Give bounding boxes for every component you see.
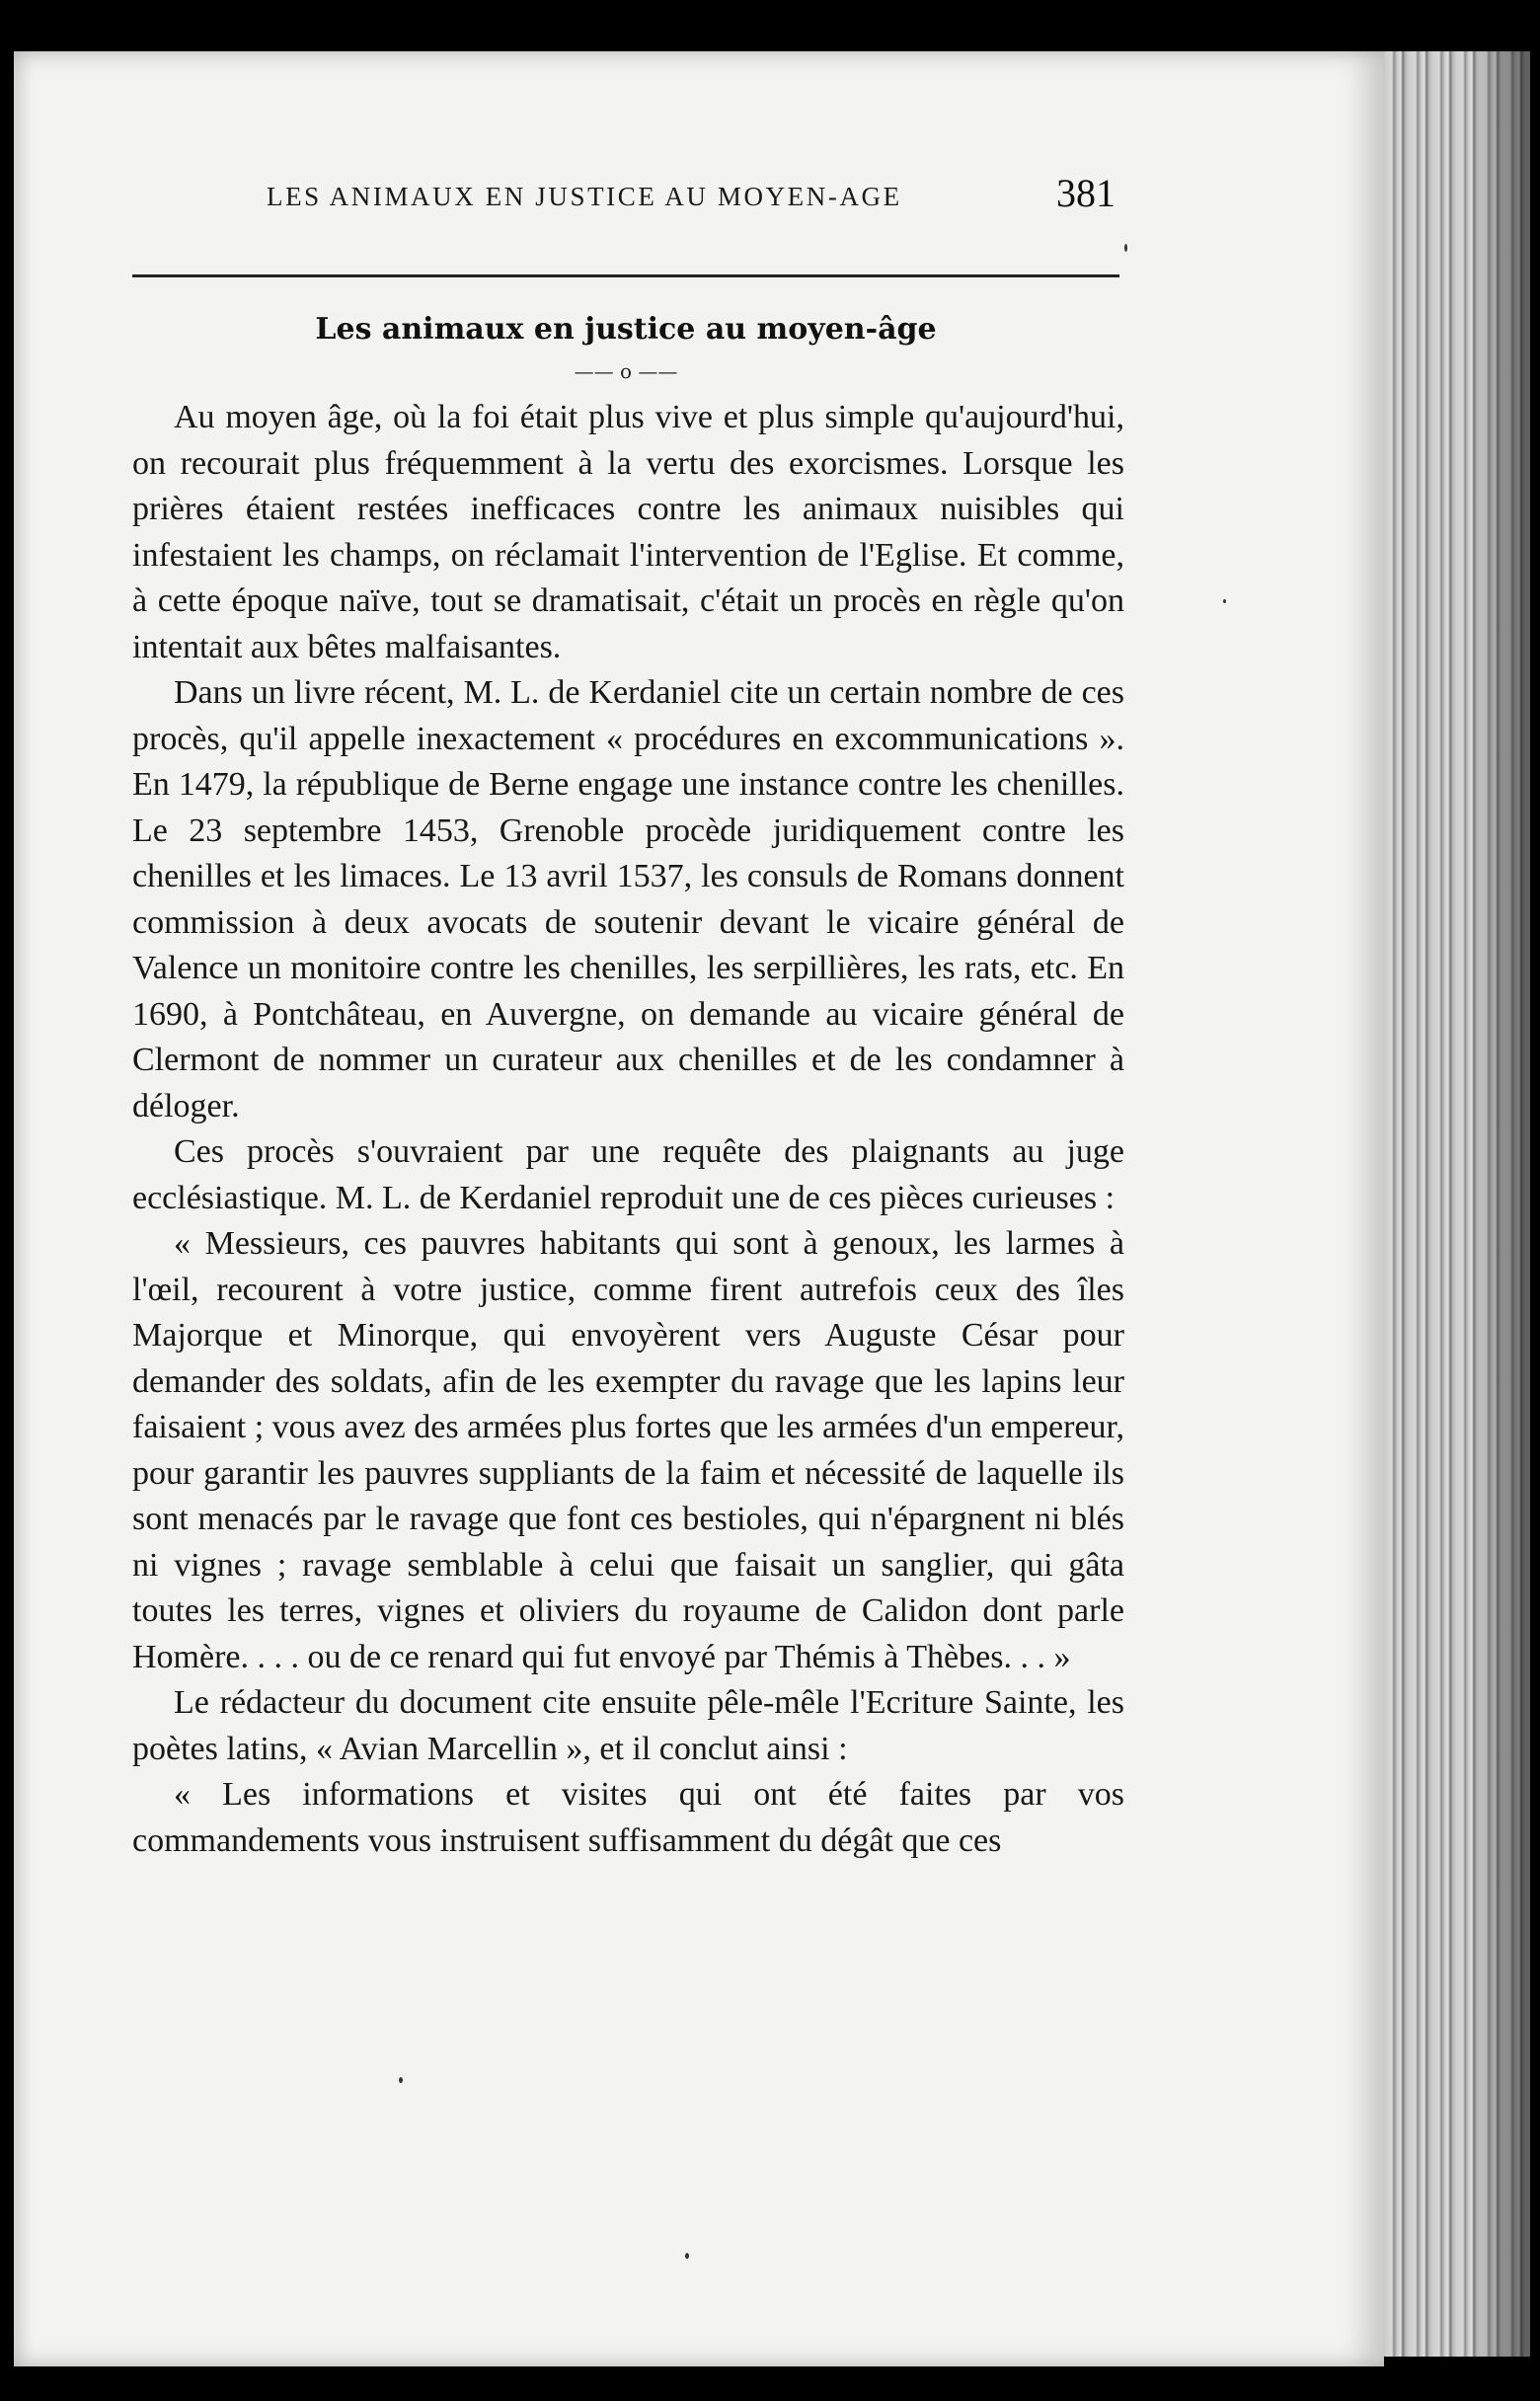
print-speck [1124,244,1127,252]
edge-shadow [1471,51,1530,2357]
book-page-edges [1362,51,1530,2357]
article-body [132,395,1124,1864]
paragraph: Le rédacteur du document cite ensuite pêle-mêle l'Ecriture Sainte, les poètes latins, « Avian Marcellin », et il conclut ainsi : [132,1684,1124,1767]
title-ornament: —— o —— [574,359,678,383]
header-rule [132,274,1119,277]
book-page [14,51,1384,2366]
print-speck [399,2077,403,2083]
quotation-paragraph: « Les informations et visites qui ont été faites par vos commandements vous instruisent suffisamment du dégât que ces [132,1776,1124,1859]
article-title: Les animaux en justice au moyen-âge [315,312,937,347]
print-speck [1223,599,1226,603]
quotation-paragraph: « Messieurs, ces pauvres habitants qui sont à genoux, les larmes à l'œil, recourent à votre justice, comme firent autrefois ceux des îles Majorque et Minorque, qui envoyèrent vers Auguste César pour demander des soldats, afin de les exempter du ravage que les lapins leur faisaient ; vous avez des armées plus fortes que les armées d'un empereur, pour garantir les pauvres suppliants de la faim et nécessité de laquelle ils sont menacés par le ravage que font ces bestioles, qui n'épargnent ni blés ni vignes ; ravage semblable à celui que faisait un sanglier, qui gâta toutes les terres, vignes et oliviers du royaume de Calidon dont parle Homère. . . . ou de ce renard qui fut envoyé par Thémis à Thèbes. . . » [132,1225,1124,1675]
page-number: 381 [1056,171,1116,215]
running-head-title: LES ANIMAUX EN JUSTICE AU MOYEN-AGE [267,182,902,211]
print-speck [685,2253,689,2259]
running-head [267,170,1116,229]
paragraph: Ces procès s'ouvraient par une requête des plaignants au juge ecclésiastique. M. L. de Kerdaniel reproduit une de ces pièces curieuses : [132,1133,1124,1216]
paragraph: Au moyen âge, où la foi était plus vive et plus simple qu'aujourd'hui, on recourait plus fréquemment à la vertu des exorcismes. Lorsque les prières étaient restées inefficaces contre les animaux nuisibles qui infestaient les champs, on réclamait l'intervention de l'Eglise. Et comme, à cette époque naïve, tout se dramatisait, c'était un procès en règle qu'on intentait aux bêtes malfaisantes. [132,399,1124,665]
paragraph: Dans un livre récent, M. L. de Kerdaniel cite un certain nombre de ces procès, qu'il appelle inexactement « procédures en excommunications ». En 1479, la république de Berne engage une instance contre les chenilles. Le 23 septembre 1453, Grenoble procède juridiquement contre les chenilles et les limaces. Le 13 avril 1537, les consuls de Romans donnent commission à deux avocats de soutenir devant le vicaire général de Valence un monitoire contre les chenilles, les serpillières, les rats, etc. En 1690, à Pontchâteau, en Auvergne, on demande au vicaire général de Clermont de nommer un curateur aux chenilles et de les condamner à déloger. [132,674,1124,1124]
